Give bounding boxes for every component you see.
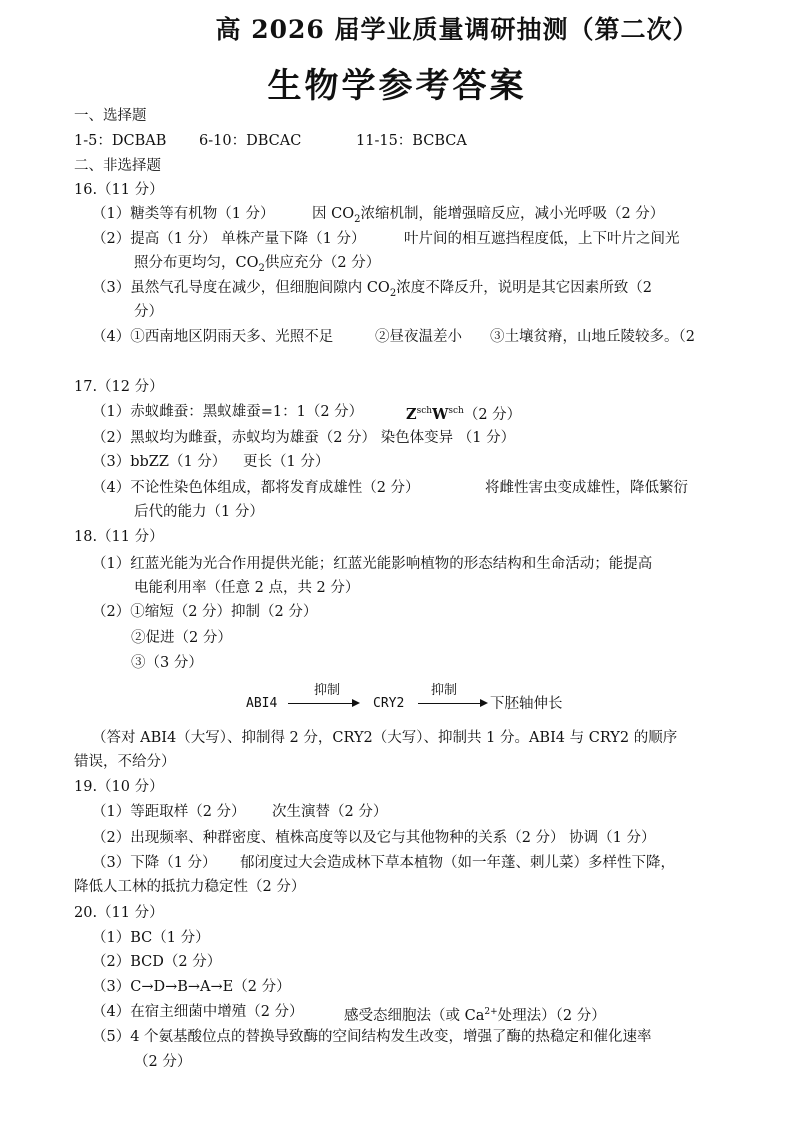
q18-answer-1b: 电能利用率（任意 2 点，共 2 分）	[134, 580, 360, 596]
q16-answer-3: （3）虽然气孔导度在减少，但细胞间隙内 $CO_2$浓度不降反升，说明是其它因素所致（2	[92, 280, 652, 299]
q16-answer-4c: ③土壤贫瘠，山地丘陵较多。（2	[490, 329, 695, 345]
q17-answer-2: （2）黑蚁均为雌蚕，赤蚁均为雄蚕（2 分） 染色体变异 （1 分）	[92, 430, 516, 446]
answers-1-5: 1-5：DCBAB	[74, 133, 167, 149]
q20-header: 20.（11 分）	[74, 905, 164, 921]
q16-answer-1b: 因 $CO_2$浓缩机制，能增强暗反应，减小光呼吸（2 分）	[312, 206, 665, 225]
q16-header: 16.（11 分）	[74, 182, 164, 198]
q17-answer-1b: $Z^{sch}W^{sch}(2$ 分）	[406, 405, 522, 423]
answers-11-15: 11-15：BCBCA	[356, 133, 467, 149]
diagram-arrowhead-2	[480, 699, 488, 707]
page-title: 生物学参考答案	[267, 66, 527, 106]
q19-answer-2: （2）出现频率、种群密度、植株高度等以及它与其他物种的关系（2 分） 协调（1 分）	[92, 830, 656, 846]
q17-answer-4b: 将雌性害虫变成雄性，降低繁衍	[485, 480, 688, 496]
q18-note: （答对 ABI4（大写）、抑制得 2 分，CRY2（大写）、抑制共 1 分。ABI4 与 CRY2 的顺序	[92, 730, 678, 746]
q20-answer-1: （1）BC（1 分）	[92, 930, 210, 946]
q18-answer-1: （1）红蓝光能为光合作用提供光能；红蓝光能影响植物的形态结构和生命活动；能提高	[92, 556, 653, 572]
q17-answer-1: （1）赤蚁雌蚕：黑蚁雄蚕=1：1（2 分）	[92, 404, 364, 420]
q18-answer-2b: ②促进（2 分）	[131, 630, 232, 646]
diagram-arrow-label-1: 抑制	[314, 683, 341, 698]
q19-answer-3b: 郁闭度过大会造成林下草本植物（如一年蓬、刺儿菜）多样性下降，	[240, 855, 675, 871]
q20-answer-3: （3）C→D→B→A→E（2 分）	[92, 979, 291, 995]
q17-answer-3: （3）bbZZ（1 分）	[92, 454, 227, 470]
diagram-node-hypocotyl: 下胚轴伸长	[490, 696, 563, 712]
diagram-node-cry2: CRY2	[373, 696, 405, 711]
q16-answer-2c: 照分布更均匀，$CO_2$供应充分（2 分）	[134, 255, 381, 274]
q17-answer-3b: 更长（1 分）	[243, 454, 330, 470]
q19-answer-1b: 次生演替（2 分）	[272, 804, 388, 820]
diagram-arrow-label-2: 抑制	[431, 683, 458, 698]
section-heading-nonchoice: 二、非选择题	[74, 158, 161, 174]
q20-answer-5b: （2 分）	[134, 1054, 192, 1070]
q17-answer-4: （4）不论性染色体组成，都将发育成雄性（2 分）	[92, 480, 420, 496]
q16-answer-2: （2）提高（1 分） 单株产量下降（1 分）	[92, 231, 366, 247]
section-heading-choice: 一、选择题	[74, 108, 147, 124]
q19-answer-1: （1）等距取样（2 分）	[92, 804, 246, 820]
diagram-arrowhead-1	[352, 699, 360, 707]
exam-title: 高 2026 届学业质量调研抽测（第二次）	[215, 15, 699, 44]
q16-answer-3b: 分）	[134, 304, 163, 320]
q20-answer-4b: 感受态细胞法（或 $Ca^{2+}$处理法）（2 分）	[344, 1007, 606, 1024]
q17-answer-4c: 后代的能力（1 分）	[134, 504, 264, 520]
q19-answer-3c: 降低人工林的抵抗力稳定性（2 分）	[74, 879, 306, 895]
q19-header: 19.（10 分）	[74, 779, 164, 795]
q17-header: 17.（12 分）	[74, 379, 164, 395]
q16-answer-4: （4）①西南地区阴雨天多、光照不足	[92, 329, 334, 345]
answers-6-10: 6-10：DBCAC	[199, 133, 302, 149]
q16-answer-2b: 叶片间的相互遮挡程度低，上下叶片之间光	[404, 231, 680, 247]
q18-note-2: 错误，不给分）	[74, 754, 176, 770]
q18-answer-2: （2）①缩短（2 分）抑制（2 分）	[92, 604, 318, 620]
q19-answer-3: （3）下降（1 分）	[92, 855, 217, 871]
q20-answer-2: （2）BCD（2 分）	[92, 954, 222, 970]
q16-answer-4b: ②昼夜温差小	[375, 329, 462, 345]
q20-answer-4: （4）在宿主细菌中增殖（2 分）	[92, 1004, 304, 1020]
q20-answer-5: （5）4 个氨基酸位点的替换导致酶的空间结构发生改变，增强了酶的热稳定和催化速率	[92, 1029, 652, 1045]
diagram-node-abi4: ABI4	[246, 696, 278, 711]
q18-header: 18.（11 分）	[74, 529, 164, 545]
diagram-arrow-1	[288, 703, 354, 704]
diagram-arrow-2	[418, 703, 482, 704]
q18-answer-2c: ③（3 分）	[131, 655, 203, 671]
q16-answer-1: （1）糖类等有机物（1 分）	[92, 206, 275, 222]
